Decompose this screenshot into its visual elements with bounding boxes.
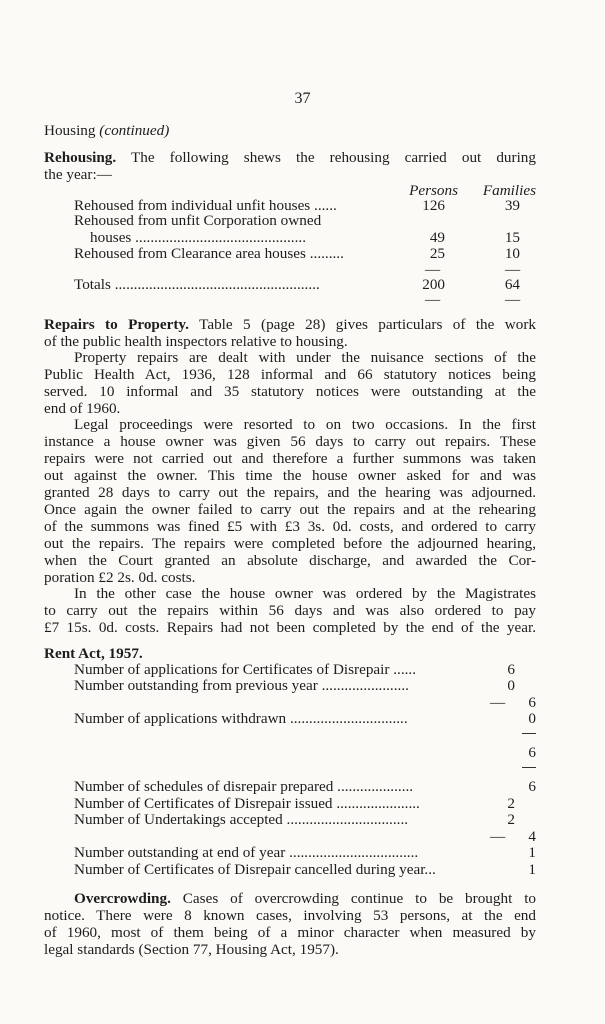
- col-persons: Persons: [409, 182, 458, 199]
- rehousing-row-1-persons: 126: [422, 197, 445, 214]
- overcrowding-line4: legal standards (Section 77, Housing Act, 1957).: [44, 941, 339, 958]
- repairs-para3-line1: Legal proceedings were resorted to on two occasions. In the first: [74, 416, 536, 433]
- totals-label: Totals ......................................................: [74, 276, 320, 293]
- repairs-para3-line2: instance a house owner was given 56 days to carry out repairs. These: [44, 433, 536, 450]
- rent-row-cancelled: Number of Certificates of Disrepair cancelled during year...: [74, 861, 436, 878]
- overcrowding-line1: Overcrowding. Cases of overcrowding continue to be brought to: [74, 890, 537, 907]
- totals-dash-persons: —: [425, 291, 441, 308]
- rehousing-row-3-label: houses .............................................: [90, 229, 306, 246]
- repairs-para3-line10: poration £2 2s. 0d. costs.: [44, 569, 196, 586]
- rent-row-cancelled-v2: 1: [528, 861, 536, 878]
- overcrowding-line2: notice. There were 8 known cases, involving 53 persons, at the end: [44, 907, 536, 924]
- repairs-para1-line1: Repairs to Property. Table 5 (page 28) gives particulars of the work: [44, 316, 536, 333]
- rent-row-withdrawn: Number of applications withdrawn ...............................: [74, 710, 408, 727]
- repairs-para4-line3: £7 15s. 0d. costs. Repairs had not been completed by the end of the year.: [44, 619, 536, 636]
- rent-row-withdrawn-v2: 0: [528, 710, 536, 727]
- totals-persons: 200: [422, 276, 445, 293]
- repairs-para1-line2: of the public health inspectors relative to housing.: [44, 333, 348, 350]
- repairs-para3-line4: out against the owner. This time the house owner asked for and was: [44, 467, 536, 484]
- rent-row-undertakings: Number of Undertakings accepted ................................: [74, 811, 409, 828]
- rehousing-intro-line1: Rehousing. The following shews the rehousing carried out during: [44, 149, 536, 166]
- rehousing-row-4-label: Rehoused from Clearance area houses .........: [74, 245, 344, 262]
- repairs-para3-line7: of the summons was fined £5 with £3 3s. 0d. costs, and ordered to carry: [44, 518, 536, 535]
- subtotal-dash-persons: —: [425, 261, 441, 278]
- rent-sum-dash-1: —: [490, 694, 506, 711]
- repairs-para2-line3: served. 10 informal and 35 statutory notices were outstanding at the: [44, 383, 536, 400]
- rehousing-row-1-families: 39: [504, 197, 520, 214]
- page-number: 37: [294, 90, 311, 107]
- rehousing-label: Rehousing.: [44, 149, 117, 166]
- rent-row-schedules: Number of schedules of disrepair prepared ....................: [74, 778, 414, 795]
- rent-row-undertakings-v1: 2: [507, 811, 515, 828]
- repairs-para2-line1: Property repairs are dealt with under the nuisance sections of the: [74, 349, 536, 366]
- rent-row-applications: Number of applications for Certificates of Disrepair ......: [74, 661, 417, 678]
- repairs-para3-line5: granted 28 days to carry out the repairs, and the hearing was adjourned.: [44, 484, 536, 501]
- rehousing-row-3-persons: 49: [429, 229, 445, 246]
- rent-sum-3-v2: 4: [528, 828, 536, 845]
- col-families: Families: [482, 182, 536, 199]
- rehousing-row-2-label: Rehoused from unfit Corporation owned: [74, 212, 322, 229]
- repairs-para3-line6: Once again the owner failed to carry out the repairs and at the rehearing: [44, 501, 536, 518]
- rent-row-outstanding-prev-v1: 0: [507, 677, 515, 694]
- rent-sum-dash-2: —: [490, 828, 506, 845]
- heading-suffix: (continued): [99, 122, 170, 139]
- repairs-para4-line1: In the other case the house owner was ordered by the Magistrates: [74, 585, 536, 602]
- repairs-label: Repairs to Property.: [44, 316, 189, 333]
- rent-rule-1: [522, 733, 536, 734]
- rent-sum-2-v2: 6: [528, 744, 536, 761]
- rent-row-outstanding-prev: Number outstanding from previous year .......................: [74, 677, 409, 694]
- totals-dash-families: —: [505, 291, 521, 308]
- rehousing-row-1-label: Rehoused from individual unfit houses ......: [74, 197, 337, 214]
- rent-act-heading: Rent Act, 1957.: [44, 645, 143, 662]
- rent-row-certificates-issued-v1: 2: [507, 795, 515, 812]
- overcrowding-label: Overcrowding.: [74, 890, 171, 907]
- rehousing-intro-line2: the year:—: [44, 166, 112, 183]
- repairs-para2-line4: end of 1960.: [44, 400, 121, 417]
- repairs-para3-line9: when the Court granted an absolute discharge, and awarded the Cor-: [44, 552, 536, 569]
- rent-row-outstanding-end: Number outstanding at end of year ..................................: [74, 844, 419, 861]
- repairs-para3-line8: out the repairs. The repairs were completed before the adjourned hearing,: [44, 535, 536, 552]
- section-heading: [44, 122, 536, 140]
- subtotal-dash-families: —: [505, 261, 521, 278]
- totals-families: 64: [504, 276, 520, 293]
- rent-row-outstanding-end-v2: 1: [528, 844, 536, 861]
- overcrowding-line3: of 1960, most of them being of a minor character when measured by: [44, 924, 536, 941]
- rent-row-applications-v1: 6: [507, 661, 515, 678]
- rent-row-certificates-issued: Number of Certificates of Disrepair issued ......................: [74, 795, 420, 812]
- repairs-para4-line2: to carry out the repairs within 56 days and was also ordered to pay: [44, 602, 536, 619]
- rehousing-row-4-families: 10: [504, 245, 520, 262]
- rent-rule-2: [522, 767, 536, 768]
- heading-text: Housing: [44, 122, 96, 139]
- repairs-para2-line2: Public Health Act, 1936, 128 informal and 66 statutory notices being: [44, 366, 536, 383]
- rent-sum-1-v2: 6: [528, 694, 536, 711]
- rent-row-schedules-v2: 6: [528, 778, 536, 795]
- rehousing-row-3-families: 15: [504, 229, 520, 246]
- repairs-para3-line3: repairs were not carried out and therefore a further summons was taken: [44, 450, 536, 467]
- rehousing-row-4-persons: 25: [429, 245, 445, 262]
